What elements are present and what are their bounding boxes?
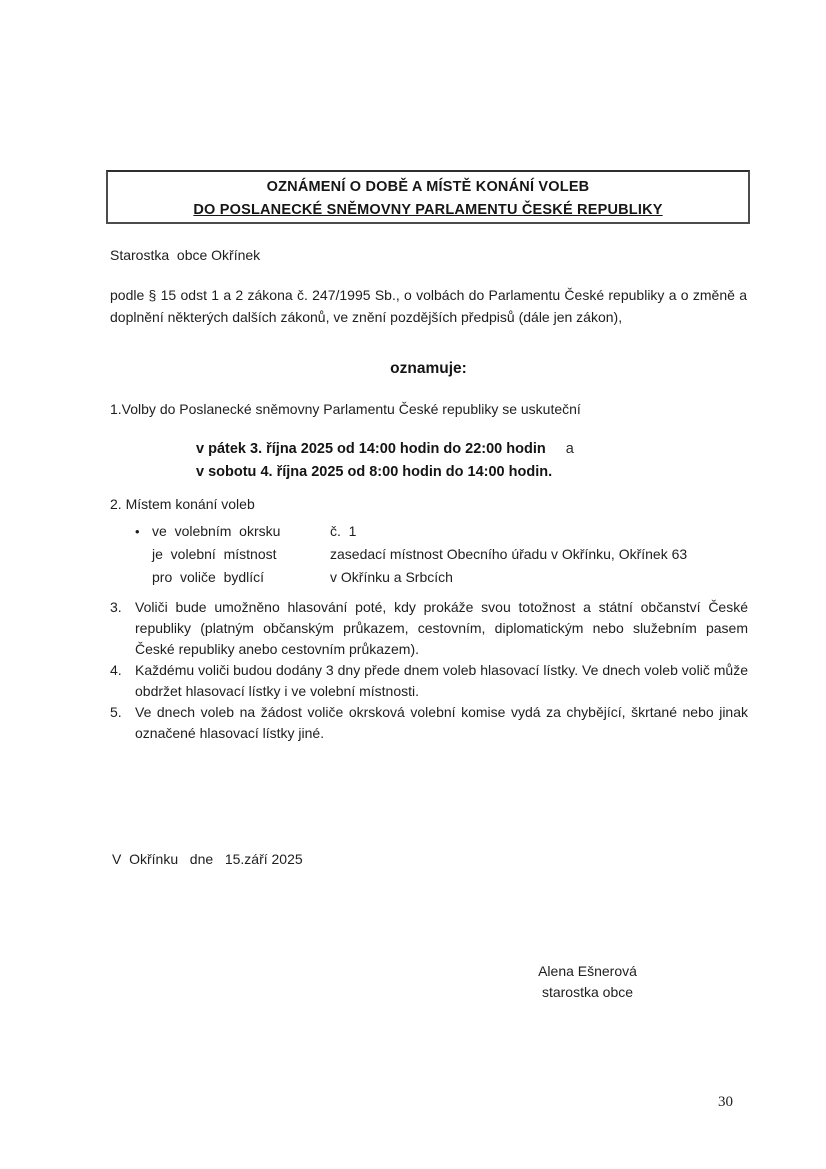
table-row bbox=[135, 520, 687, 543]
list-item-number: 4. bbox=[110, 662, 122, 678]
item2-heading: 2. Místem konání voleb bbox=[110, 496, 255, 512]
page-number: 30 bbox=[718, 1094, 733, 1110]
election-date-2: v sobotu 4. října 2025 od 8:00 hodin do 14:00 hodin. bbox=[196, 464, 553, 480]
polling-place-table bbox=[135, 520, 687, 589]
list-item bbox=[110, 702, 748, 744]
bullet-spacer bbox=[135, 566, 152, 589]
voters-residing-value: v Okřínku a Srbcích bbox=[330, 569, 453, 585]
date-conjunction: a bbox=[565, 441, 574, 457]
list-item-number: 5. bbox=[110, 704, 122, 720]
list-item-text: Voliči bude umožněno hlasování poté, kdy prokáže svou totožnost a státní občanství České republiky (platným občanským průkazem, cestovním, diplomatickým nebo služebním pasem České republiky anebo cestovním průkazem). bbox=[135, 599, 748, 657]
list-item bbox=[110, 660, 748, 702]
numbered-list bbox=[110, 597, 748, 744]
table-row bbox=[135, 543, 687, 566]
signature-block bbox=[505, 961, 670, 1003]
legal-basis-paragraph: podle § 15 odst 1 a 2 zákona č. 247/1995 Sb., o volbách do Parlamentu České republiky a o změně a doplnění některých dalších zákonů, ve znění pozdějších předpisů (dále jen zákon), bbox=[110, 287, 747, 325]
document-title-line2: DO POSLANECKÉ SNĚMOVNY PARLAMENTU ČESKÉ REPUBLIKY bbox=[193, 202, 663, 218]
place-and-date-line: V Okřínku dne 15.září 2025 bbox=[112, 851, 303, 867]
polling-room-label: je volební místnost bbox=[152, 546, 277, 562]
signature-name: Alena Ešnerová bbox=[538, 963, 637, 979]
election-date-1: v pátek 3. října 2025 od 14:00 hodin do 22:00 hodin bbox=[196, 441, 546, 457]
title-box bbox=[106, 170, 750, 224]
election-date-line1 bbox=[196, 438, 574, 461]
list-item-text: Každému voliči budou dodány 3 dny přede dnem voleb hlasovací lístky. Ve dnech voleb volič může obdržet hlasovací lístky i ve volební místnosti. bbox=[135, 662, 748, 699]
table-row bbox=[135, 566, 687, 589]
bullet-icon: • bbox=[135, 524, 140, 539]
announces-heading: oznamuje: bbox=[390, 360, 467, 377]
issuer-line: Starostka obce Okřínek bbox=[110, 247, 261, 263]
list-item-text: Ve dnech voleb na žádost voliče okrsková volební komise vydá za chybějící, škrtané nebo jinak označené hlasovací lístky jiné. bbox=[135, 704, 748, 741]
election-dates-block bbox=[196, 438, 574, 484]
document-title-line1: OZNÁMENÍ O DOBĚ A MÍSTĚ KONÁNÍ VOLEB bbox=[266, 179, 590, 195]
item1-text: 1.Volby do Poslanecké sněmovny Parlamentu České republiky se uskuteční bbox=[110, 401, 581, 417]
polling-district-label: ve volebním okrsku bbox=[152, 523, 281, 539]
bullet-spacer bbox=[135, 543, 152, 566]
list-item-number: 3. bbox=[110, 599, 122, 615]
signature-title: starostka obce bbox=[541, 984, 634, 1000]
polling-room-value: zasedací místnost Obecního úřadu v Okřínku, Okřínek 63 bbox=[330, 546, 688, 562]
list-item bbox=[110, 597, 748, 660]
polling-district-value: č. 1 bbox=[330, 523, 357, 539]
voters-residing-label: pro voliče bydlící bbox=[152, 569, 265, 585]
